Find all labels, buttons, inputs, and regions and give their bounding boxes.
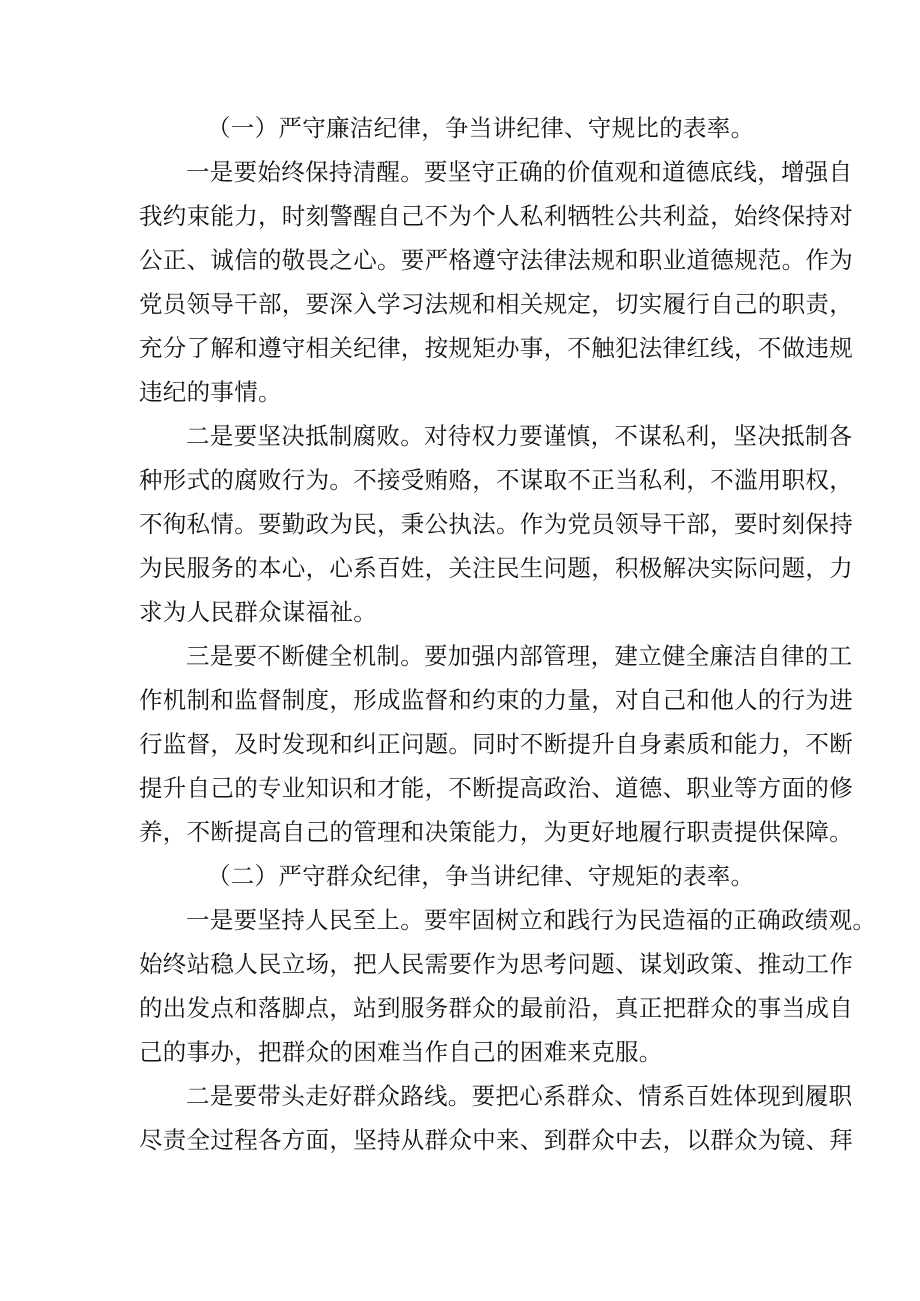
paragraph-line: 党员领导干部，要深入学习法规和相关规定，切实履行自己的职责， xyxy=(139,290,853,318)
paragraph-line: 一是要坚持人民至上。要牢固树立和践行为民造福的正确政绩观。 xyxy=(186,906,877,934)
paragraph-line: 二是要坚决抵制腐败。对待权力要谨慎，不谋私利，坚决抵制各 xyxy=(186,422,853,450)
paragraph-line: 作机制和监督制度，形成监督和约束的力量，对自己和他人的行为进 xyxy=(139,686,853,714)
paragraph-line: 我约束能力，时刻警醒自己不为个人私利牺牲公共利益，始终保持对 xyxy=(139,202,853,230)
paragraph-line: 己的事办，把群众的困难当作自己的困难来克服。 xyxy=(139,1038,663,1066)
paragraph-line: 提升自己的专业知识和才能，不断提高政治、道德、职业等方面的修 xyxy=(139,774,853,802)
paragraph-line: 公正、诚信的敬畏之心。要严格遵守法律法规和职业道德规范。作为 xyxy=(139,246,853,274)
paragraph-line: 为民服务的本心，心系百姓，关注民生问题，积极解决实际问题，力 xyxy=(139,554,853,582)
paragraph-line: 三是要不断健全机制。要加强内部管理，建立健全廉洁自律的工 xyxy=(186,642,853,670)
paragraph-line: 行监督，及时发现和纠正问题。同时不断提升自身素质和能力，不断 xyxy=(139,730,853,758)
paragraph-line: 二是要带头走好群众路线。要把心系群众、情系百姓体现到履职 xyxy=(186,1082,853,1110)
paragraph-line: 始终站稳人民立场，把人民需要作为思考问题、谋划政策、推动工作 xyxy=(139,950,853,978)
paragraph-line: 种形式的腐败行为。不接受贿赂，不谋取不正当私利，不滥用职权， xyxy=(139,466,853,494)
paragraph-line: 求为人民群众谋福祉。 xyxy=(139,598,377,626)
heading-section-1: （一）严守廉洁纪律，争当讲纪律、守规比的表率。 xyxy=(207,114,755,142)
paragraph-line: 违纪的事情。 xyxy=(139,378,282,406)
paragraph-line: 不徇私情。要勤政为民，秉公执法。作为党员领导干部，要时刻保持 xyxy=(139,510,853,538)
paragraph-line: 的出发点和落脚点，站到服务群众的最前沿，真正把群众的事当成自 xyxy=(139,994,853,1022)
paragraph-line: 尽责全过程各方面，坚持从群众中来、到群众中去，以群众为镜、拜 xyxy=(139,1126,853,1154)
heading-section-2: （二）严守群众纪律，争当讲纪律、守规矩的表率。 xyxy=(207,862,755,890)
paragraph-line: 养，不断提高自己的管理和决策能力，为更好地履行职责提供保障。 xyxy=(139,818,853,846)
paragraph-line: 充分了解和遵守相关纪律，按规矩办事，不触犯法律红线，不做违规 xyxy=(139,334,853,362)
paragraph-line: 一是要始终保持清醒。要坚守正确的价值观和道德底线，增强自 xyxy=(186,158,853,186)
